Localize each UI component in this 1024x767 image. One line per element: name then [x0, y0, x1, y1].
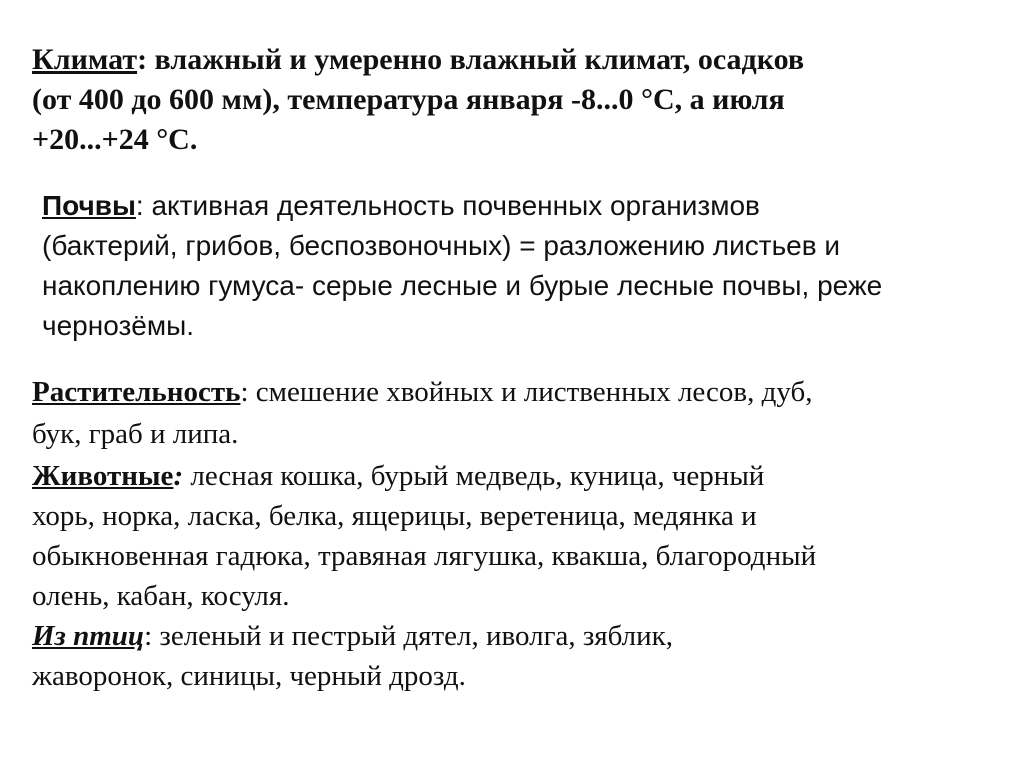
birds-label: Из птиц [32, 620, 145, 652]
climate-section [32, 40, 992, 160]
animals-line-4: олень, кабан, косуля. [32, 580, 290, 612]
vegetation-label: Растительность [32, 376, 241, 408]
vegetation-section [32, 371, 992, 455]
climate-line-3: +20...+24 °С. [32, 123, 198, 156]
soils-line-3: накоплению гумуса- серые лесные и бурые лесные почвы, реже [42, 270, 883, 301]
soils-text-1: : активная деятельность почвенных организмов [135, 190, 760, 221]
birds-line-2: жаворонок, синицы, черный дрозд. [32, 660, 466, 692]
soils-line-2: (бактерий, грибов, беспозвоночных) = разложению листьев и [42, 230, 841, 261]
animals-colon: : [173, 460, 184, 492]
vegetation-line-2: бук, граб и липа. [32, 418, 239, 450]
soils-section [42, 186, 1002, 346]
soils-line-4: чернозёмы. [42, 310, 195, 341]
vegetation-line-1 [32, 371, 992, 413]
climate-label: Климат [32, 43, 138, 76]
climate-text-1: : влажный и умеренно влажный климат, осадков [137, 43, 805, 76]
birds-text-1: : зеленый и пестрый дятел, иволга, зяблик, [144, 620, 674, 652]
vegetation-text-1: : смешение хвойных и лиственных лесов, дуб, [240, 376, 813, 408]
animals-label: Животные [32, 460, 174, 492]
soils-label: Почвы [42, 190, 136, 221]
climate-line-2: (от 400 до 600 мм), температура января -8...0 °С, а июля [32, 83, 785, 116]
animals-text-1: лесная кошка, бурый медведь, куница, черный [183, 460, 765, 492]
birds-line-1 [32, 616, 992, 656]
climate-line-1 [32, 40, 992, 80]
animals-line-1 [32, 456, 992, 496]
animals-section [32, 456, 992, 696]
soils-line-1 [42, 186, 1002, 226]
animals-line-3: обыкновенная гадюка, травяная лягушка, квакша, благородный [32, 540, 817, 572]
animals-line-2: хорь, норка, ласка, белка, ящерицы, веретеница, медянка и [32, 500, 757, 532]
